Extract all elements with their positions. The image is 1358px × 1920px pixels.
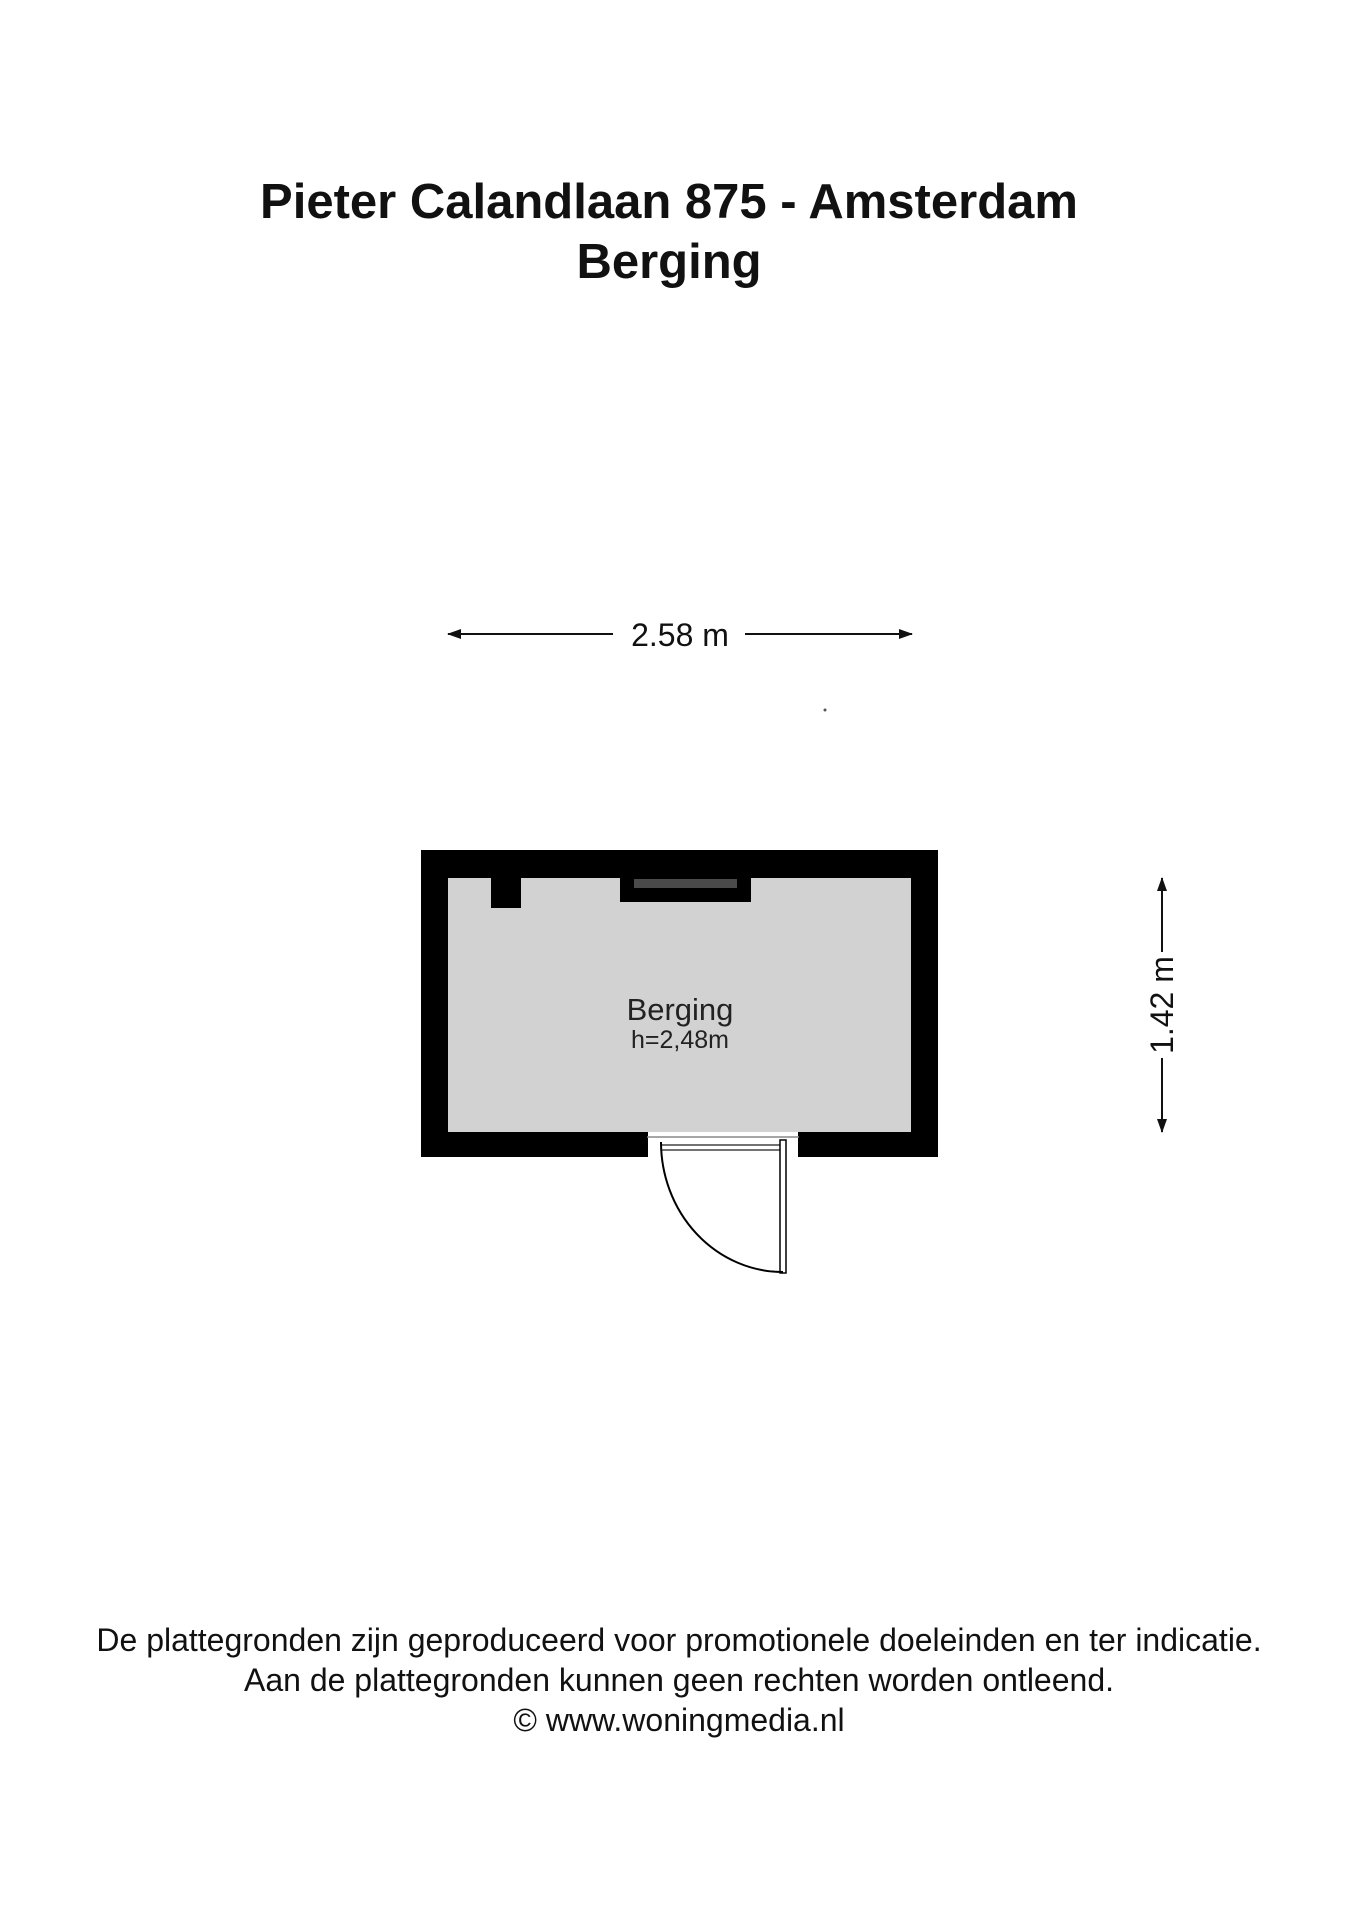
disclaimer-line-2: Aan de plattegronden kunnen geen rechten worden ontleend. <box>243 1662 1114 1698</box>
room-height: h=2,48m <box>631 1026 729 1054</box>
page-title: Pieter Calandlaan 875 - Amsterdam <box>260 175 1078 229</box>
disclaimer-line-1: De plattegronden zijn geproduceerd voor promotionele doeleinden en ter indicatie. <box>96 1622 1262 1658</box>
width-label: 2.58 m <box>631 617 729 653</box>
shelf <box>634 879 737 888</box>
height-dimension <box>1144 878 1180 1132</box>
room-name: Berging <box>626 992 734 1027</box>
pillar <box>491 878 521 908</box>
door-swing-arc <box>661 1142 783 1272</box>
copyright-line: © www.woningmedia.nl <box>513 1702 845 1738</box>
page-subtitle: Berging <box>576 235 762 289</box>
disclaimer <box>0 1620 1358 1740</box>
stray-mark <box>824 709 827 712</box>
width-dimension <box>448 617 912 653</box>
door-leaf <box>780 1140 786 1273</box>
height-label: 1.42 m <box>1144 956 1180 1054</box>
